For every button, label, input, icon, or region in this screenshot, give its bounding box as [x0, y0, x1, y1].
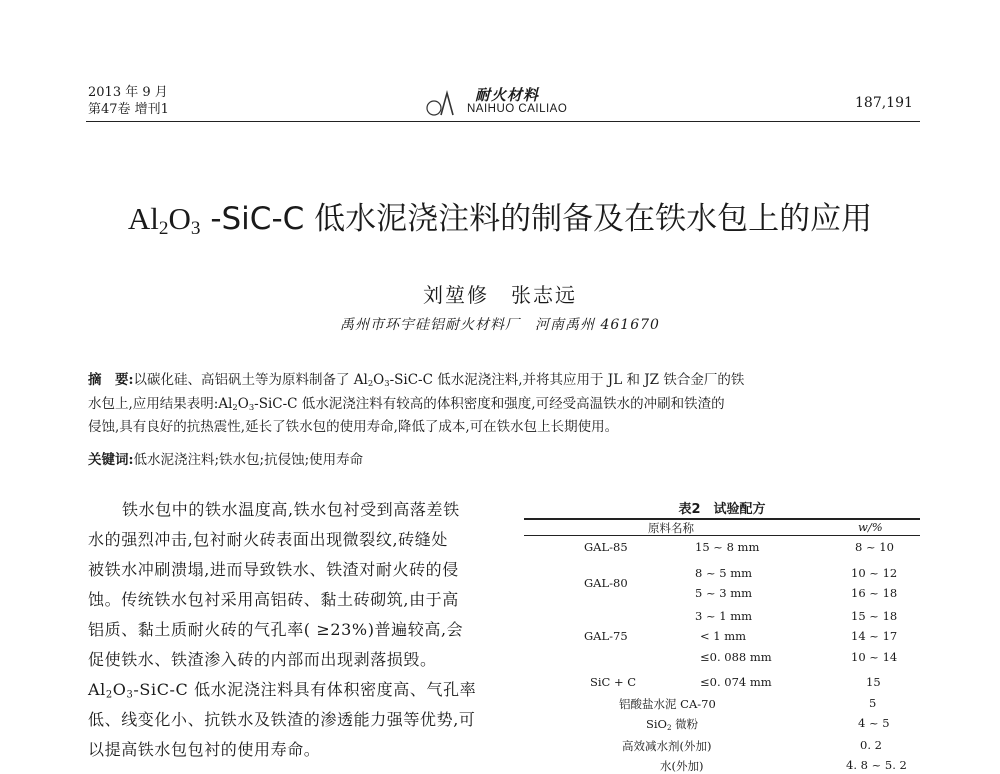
- body-paragraph: 铁水包中的铁水温度高,铁水包衬受到高落差铁 水的强烈冲击,包衬耐火砖表面出现微裂纹,砖缝处 被铁水冲刷溃塌,进而导致铁水、铁渣对耐火砖的侵 蚀。传统铁水包衬采用高铝砖、黏土砖砌筑,由于高 铝质、黏土质耐火砖的气孔率( ≥23%)普遍较高,会 促使铁水、铁渣渗入砖的内部而出现剥落损毁。 $Al_2O_3-SiC-C$ 低水泥浇注料具有体积密度高、气孔率 低、线变化小、抗铁水及铁渣的渗透能力强等优势,可 以提高铁水包包衬的使用寿命。: [88, 500, 477, 759]
- journal-name-en: NAIHUO CAILIAO: [467, 103, 568, 115]
- table-cell-size: ≤0. 074 mm: [700, 675, 772, 689]
- table-cell-name: SiO$_2$ 微粉: [646, 717, 699, 732]
- table-cell-size: < 1 mm: [700, 629, 747, 643]
- table-cell-w: 15 ~ 18: [851, 609, 898, 623]
- keywords-label: 关键词:: [88, 452, 134, 468]
- table-cell-w: 10 ~ 14: [851, 650, 898, 664]
- table-group-sicc: SiC + C: [590, 675, 637, 689]
- table-cell-w: 4. 8 ~ 5. 2: [846, 758, 907, 772]
- table-cell-w: 5: [869, 696, 877, 710]
- issue-date: 2013 年 9 月: [88, 85, 168, 100]
- affiliation: 禹州市环宇硅铝耐火材料厂 河南禹州 461670: [340, 317, 660, 333]
- authors: 刘堃修 张志远: [423, 283, 577, 307]
- table-header-material: 原料名称: [648, 521, 694, 535]
- table-cell-size: 3 ~ 1 mm: [695, 609, 753, 623]
- page-numbers: 187,191: [855, 95, 913, 111]
- journal-logo: [425, 84, 595, 120]
- table-cell-name: 水(外加): [660, 759, 704, 773]
- table-group-gal75: GAL-75: [584, 629, 628, 643]
- table-header-w: w/%: [858, 520, 883, 534]
- table-group-gal80: GAL-80: [584, 576, 628, 590]
- table-cell-name: 高效减水剂(外加): [622, 739, 712, 753]
- journal-name-cn: 耐火材料: [475, 86, 540, 104]
- table-group-gal85: GAL-85: [584, 540, 628, 554]
- table-cell-w: 15: [866, 675, 881, 689]
- keywords: 关键词:低水泥浇注料;铁水包;抗侵蚀;使用寿命: [88, 452, 364, 468]
- table-cell-name: 铝酸盐水泥 CA-70: [619, 697, 716, 711]
- journal-logo-icon: [425, 88, 455, 118]
- table-caption: 表2 试验配方: [678, 502, 766, 517]
- table-cell-w: 4 ~ 5: [858, 716, 890, 730]
- table-cell-w: 8 ~ 10: [855, 540, 894, 554]
- table-head-rule: [524, 535, 920, 536]
- table-cell-size: 5 ~ 3 mm: [695, 586, 753, 600]
- table-cell-size: 8 ~ 5 mm: [695, 566, 753, 580]
- abstract-label: 摘 要:: [88, 372, 134, 388]
- table-cell-w: 0. 2: [860, 738, 882, 752]
- table-cell-size: 15 ~ 8 mm: [695, 540, 760, 554]
- table-cell-w: 14 ~ 17: [851, 629, 898, 643]
- abstract: 摘 要:以碳化硅、高铝矾土等为原料制备了 $Al_2O_3-SiC-C$ 低水泥浇注料,并将其应用于 JL 和 JZ 铁合金厂的铁 水包上,应用结果表明$:Al_2O_3-SiC-C$ 低水泥浇注料有较高的体积密度和强度,可经受高温铁水的冲刷和铁渣的 侵蚀,具有良好的抗热震性,延长了铁水包的使用寿命,降低了成本,可在铁水包上长期使用。: [88, 372, 745, 435]
- issue-volume: 第47卷 增刊1: [88, 102, 169, 117]
- table-cell-w: 10 ~ 12: [851, 566, 898, 580]
- table-cell-w: 16 ~ 18: [851, 586, 898, 600]
- paper-title: $Al_2O_3$ -SiC-C 低水泥浇注料的制备及在铁水包上的应用: [127, 201, 873, 239]
- header-rule: [86, 121, 920, 122]
- table-cell-size: ≤0. 088 mm: [700, 650, 772, 664]
